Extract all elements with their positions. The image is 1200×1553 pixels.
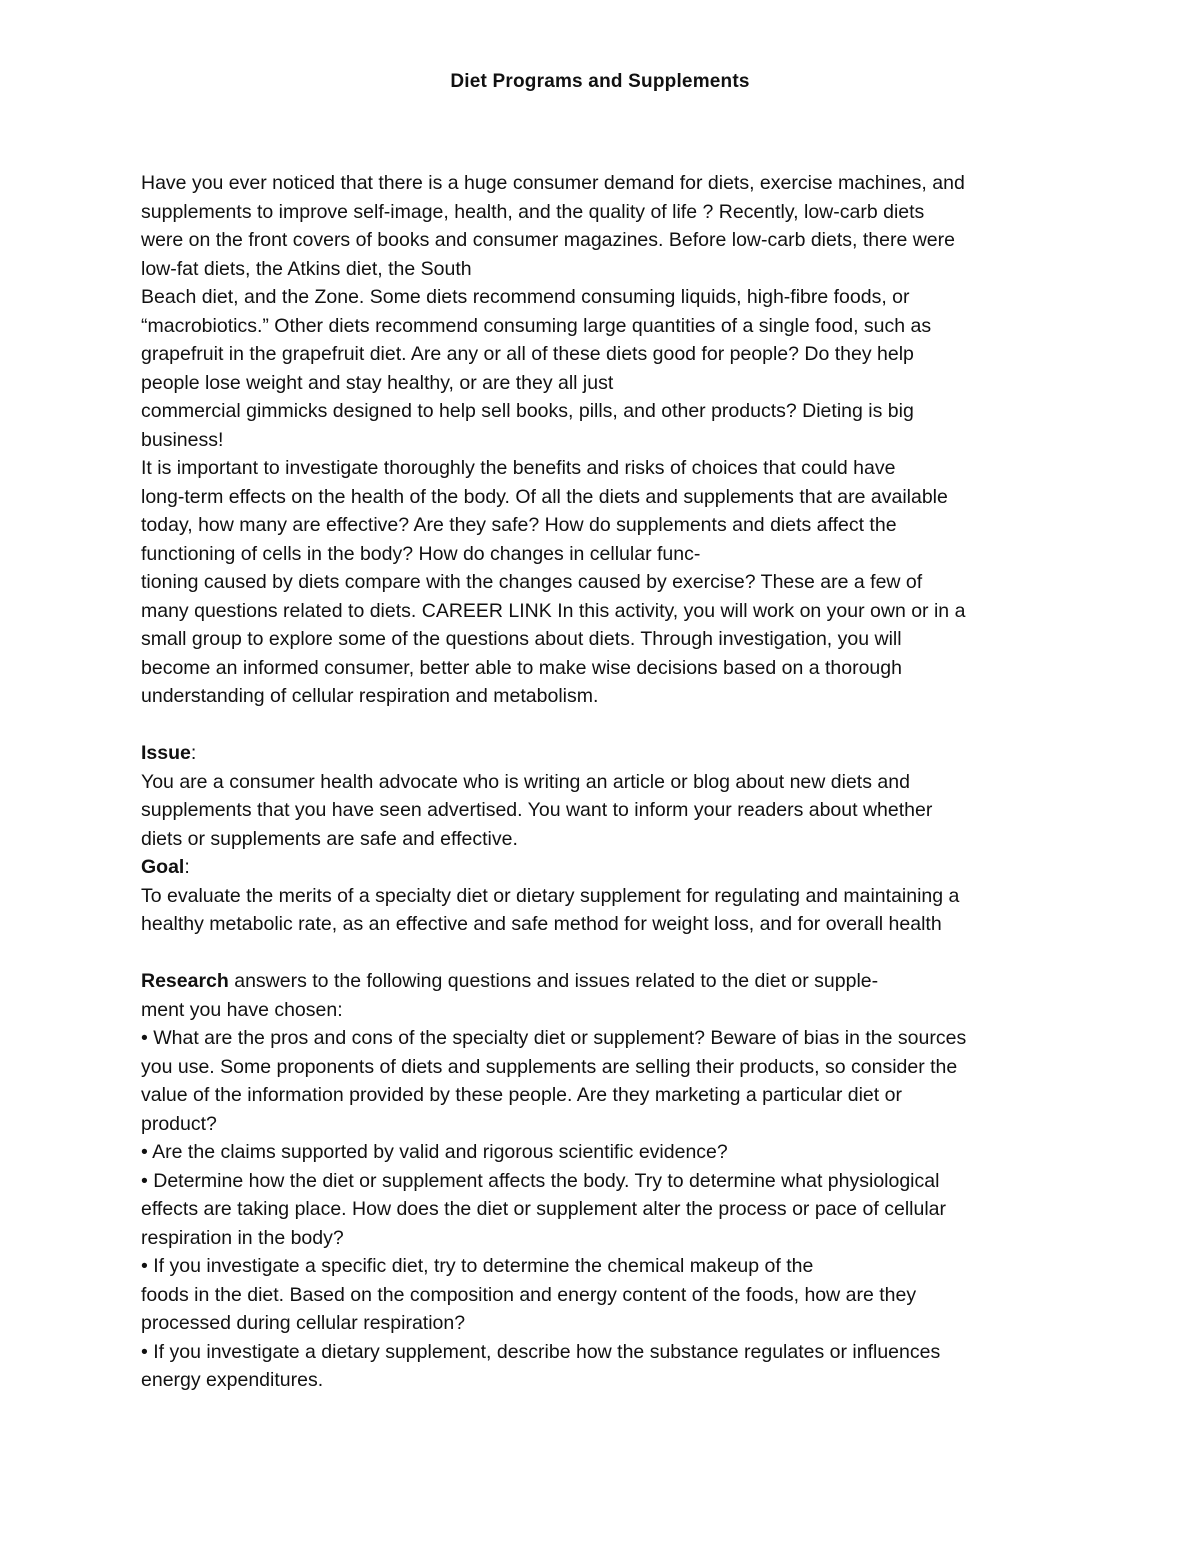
document-body (141, 169, 1071, 1395)
goal-colon: : (184, 856, 190, 878)
text-line: people lose weight and stay healthy, or are they all just (141, 371, 614, 394)
blank-line (141, 711, 1071, 740)
text-line: You are a consumer health advocate who is writing an article or blog about new diets and (141, 770, 910, 793)
text-line: supplements that you have seen advertised. You want to inform your readers about whether (141, 799, 933, 821)
goal-heading: Goal (141, 856, 185, 878)
text-line: tioning caused by diets compare with the changes caused by exercise? These are a few of (141, 571, 923, 593)
page-title: Diet Programs and Supplements (450, 71, 750, 92)
text-line: diets or supplements are safe and effective. (141, 827, 518, 850)
blank-line (141, 939, 1071, 968)
text-line: Beach diet, and the Zone. Some diets recommend consuming liquids, high-fibre foods, or (141, 286, 910, 308)
text-line: energy expenditures. (141, 1369, 324, 1391)
text-line: effects are taking place. How does the diet or supplement alter the process or pace of cellular (141, 1198, 947, 1220)
text-line: respiration in the body? (141, 1226, 344, 1249)
text-line: supplements to improve self-image, health, and the quality of life ? Recently, low-carb diets (141, 200, 925, 223)
issue-colon: : (190, 742, 197, 764)
text-line: business! (141, 428, 224, 451)
research-heading: Research (141, 970, 229, 992)
text-line: commercial gimmicks designed to help sell books, pills, and other products? Dieting is big (141, 400, 914, 422)
text-line: small group to explore some of the questions about diets. Through investigation, you will (141, 628, 902, 650)
text-line: “macrobiotics.” Other diets recommend consuming large quantities of a single food, such as (141, 314, 932, 337)
text-line: grapefruit in the grapefruit diet. Are any or all of these diets good for people? Do they help (141, 343, 914, 365)
text-line: product? (141, 1112, 217, 1135)
text-line: understanding of cellular respiration and metabolism. (141, 685, 599, 707)
bullet-line: • What are the pros and cons of the specialty diet or supplement? Beware of bias in the sources (141, 1027, 967, 1049)
goal-heading-line (141, 853, 1071, 882)
text-line: value of the information provided by these people. Are they marketing a particular diet or (141, 1084, 902, 1106)
bullet-line: • Determine how the diet or supplement affects the body. Try to determine what physiological (141, 1169, 940, 1192)
text-line: you use. Some proponents of diets and supplements are selling their products, so consider the (141, 1055, 958, 1078)
text-line: It is important to investigate thoroughly the benefits and risks of choices that could have (141, 457, 896, 479)
text-line: become an informed consumer, better able to make wise decisions based on a thorough (141, 656, 902, 679)
research-heading-line (141, 967, 1071, 996)
text-line: today, how many are effective? Are they safe? How do supplements and diets affect the (141, 514, 897, 536)
issue-heading-line (141, 739, 1071, 768)
issue-heading: Issue (141, 742, 191, 764)
text-line: ment you have chosen: (141, 998, 343, 1021)
text-line: long-term effects on the health of the body. Of all the diets and supplements that are available (141, 485, 948, 508)
text-line: many questions related to diets. CAREER LINK In this activity, you will work on your own or in a (141, 599, 966, 622)
text-line: To evaluate the merits of a specialty diet or dietary supplement for regulating and maintaining a (141, 884, 960, 907)
goal-section (141, 853, 1071, 939)
issue-section (141, 739, 1071, 853)
text-line: functioning of cells in the body? How do changes in cellular func- (141, 542, 701, 565)
text-line: foods in the diet. Based on the composition and energy content of the foods, how are they (141, 1283, 917, 1306)
bullet-line: • If you investigate a specific diet, try to determine the chemical makeup of the (141, 1255, 814, 1277)
text-line: were on the front covers of books and consumer magazines. Before low-carb diets, there were (141, 229, 955, 251)
bullet-line: • If you investigate a dietary supplement, describe how the substance regulates or influences (141, 1340, 941, 1363)
text-line: healthy metabolic rate, as an effective and safe method for weight loss, and for overall health (141, 913, 942, 935)
bullet-line: • Are the claims supported by valid and rigorous scientific evidence? (141, 1141, 728, 1163)
text-line: Have you ever noticed that there is a huge consumer demand for diets, exercise machines, and (141, 172, 965, 194)
research-intro: answers to the following questions and issues related to the diet or supple- (228, 970, 879, 992)
research-section (141, 967, 1071, 1395)
text-line: low-fat diets, the Atkins diet, the South (141, 257, 472, 280)
text-line: processed during cellular respiration? (141, 1312, 466, 1334)
intro-paragraph (141, 169, 1071, 711)
